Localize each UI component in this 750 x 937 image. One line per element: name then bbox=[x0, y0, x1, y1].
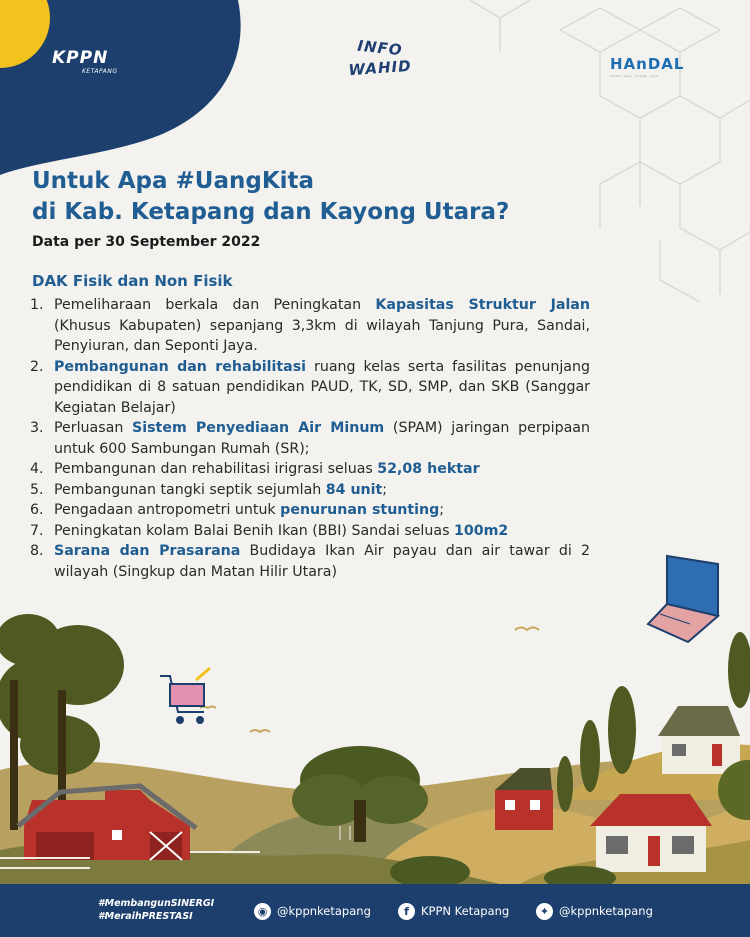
instagram-handle: @kppnketapang bbox=[277, 904, 371, 918]
item-highlight: 100m2 bbox=[453, 522, 509, 539]
instagram-link[interactable] bbox=[254, 902, 371, 920]
title-line-1: Untuk Apa #UangKita bbox=[32, 168, 315, 194]
info-wahid-line2: WAHID bbox=[347, 56, 413, 80]
handal-logo-text: HAnDAL bbox=[610, 55, 685, 73]
item-text: Budidaya Ikan Air payau dan air tawar di 2 wilayah (Singkup dan Matan Hilir Utara) bbox=[54, 543, 590, 580]
list-item bbox=[30, 357, 590, 419]
kppn-logo-subtext: KETAPANG bbox=[82, 68, 118, 75]
info-wahid-line1: INFO bbox=[356, 36, 404, 60]
kppn-logo-text: KPPN bbox=[52, 48, 109, 68]
item-number: 4. bbox=[30, 461, 44, 477]
item-number: 3. bbox=[30, 420, 44, 436]
instagram-icon: ◉ bbox=[254, 903, 271, 920]
info-wahid-logo bbox=[330, 38, 430, 78]
hashtag: #MeraihPRESTASI bbox=[98, 911, 193, 922]
item-text: Pengadaan antropometri untuk bbox=[54, 502, 281, 518]
list-item bbox=[30, 480, 590, 501]
item-highlight: Sistem Penyediaan Air Minum bbox=[132, 420, 385, 436]
list-item bbox=[30, 295, 590, 357]
facebook-link[interactable] bbox=[398, 902, 509, 920]
handal-tagline: Handal · Tegas · Amanah · Loyal bbox=[610, 74, 658, 78]
item-text: Pembangunan tangki septik sejumlah bbox=[54, 481, 326, 498]
item-number: 1. bbox=[30, 297, 44, 313]
item-text: Perluasan bbox=[54, 420, 133, 436]
item-text: Pemeliharaan berkala dan Peningkatan bbox=[54, 297, 376, 313]
item-highlight: Pembangunan dan rehabilitasi bbox=[54, 358, 307, 375]
twitter-link[interactable] bbox=[536, 902, 653, 920]
item-highlight: Sarana dan Prasarana bbox=[54, 543, 241, 559]
item-text: (SPAM) jaringan perpipaan untuk 600 Sambungan Rumah (SR); bbox=[54, 420, 590, 457]
data-date: Data per 30 September 2022 bbox=[32, 234, 261, 250]
item-highlight: 84 unit bbox=[325, 481, 383, 498]
item-number: 5. bbox=[30, 481, 44, 498]
twitter-handle: @kppnketapang bbox=[559, 904, 653, 918]
item-text: ruang kelas serta fasilitas penunjang pendidikan di 8 satuan pendidikan PAUD, TK, SD, SMP, dan SKB (Sanggar Kegiatan Belajar) bbox=[54, 358, 590, 416]
page-title bbox=[32, 166, 632, 228]
item-number: 7. bbox=[30, 522, 44, 539]
program-list bbox=[30, 295, 590, 582]
laptop-illustration bbox=[648, 556, 718, 642]
kppn-logo bbox=[48, 44, 148, 78]
item-number: 6. bbox=[30, 502, 44, 518]
facebook-icon: f bbox=[398, 903, 415, 920]
cart-illustration bbox=[160, 676, 204, 723]
list-item bbox=[30, 521, 590, 542]
item-text: Peningkatan kolam Balai Benih Ikan (BBI) Sandai seluas bbox=[54, 522, 454, 539]
item-highlight: 52,08 hektar bbox=[377, 461, 480, 477]
item-number: 8. bbox=[30, 543, 44, 559]
list-item bbox=[30, 418, 590, 459]
handal-logo bbox=[610, 55, 710, 78]
item-text: (Khusus Kabupaten) sepanjang 3,3km di wilayah Tanjung Pura, Sandai, Penyiuran, dan Seponti Jaya. bbox=[54, 317, 590, 354]
item-text: ; bbox=[439, 502, 445, 518]
item-highlight: penurunan stunting bbox=[280, 502, 440, 518]
list-item bbox=[30, 541, 590, 582]
house-illustration bbox=[658, 706, 740, 774]
item-text: ; bbox=[382, 481, 388, 498]
hashtag: #MembangunSINERGI bbox=[98, 898, 215, 909]
list-item bbox=[30, 459, 590, 480]
item-number: 2. bbox=[30, 358, 44, 375]
section-title: DAK Fisik dan Non Fisik bbox=[32, 272, 233, 290]
twitter-icon: ✦ bbox=[536, 903, 553, 920]
list-item bbox=[30, 500, 590, 521]
title-line-2: di Kab. Ketapang dan Kayong Utara? bbox=[32, 199, 510, 225]
footer-hashtags bbox=[98, 897, 214, 923]
facebook-handle: KPPN Ketapang bbox=[421, 904, 510, 918]
item-text: Pembangunan dan rehabilitasi irigrasi seluas bbox=[54, 461, 378, 477]
item-highlight: Kapasitas Struktur Jalan bbox=[375, 297, 590, 313]
